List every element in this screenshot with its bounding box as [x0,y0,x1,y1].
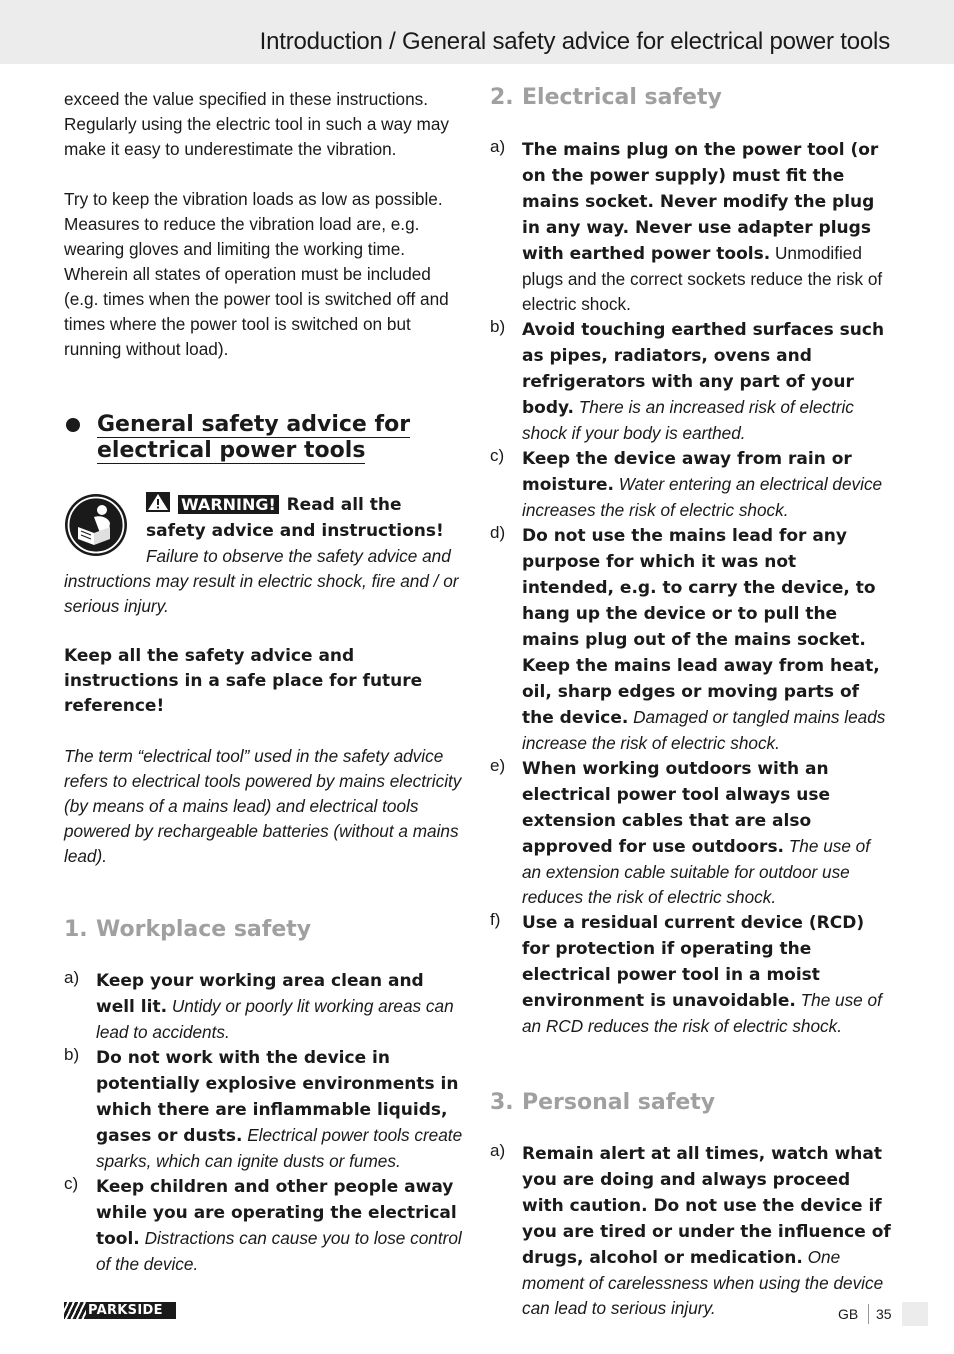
section-3-heading [490,1089,892,1117]
footer-page-number: 35 [876,1306,892,1322]
item-italic-text: The use of an RCD reduces the risk of electric shock. [522,990,882,1036]
footer-grey-box [902,1302,928,1326]
item-letter: f) [490,910,501,929]
page-header-title: Introduction / General safety advice for electrical power tools [259,28,890,55]
section-1-item-b [64,1045,464,1174]
section-2-item-d [490,523,892,756]
main-heading-line-1: General safety advice for [97,412,411,437]
item-letter: a) [64,968,80,987]
section-2-item-e [490,756,892,910]
section-3-item-a [490,1141,892,1321]
item-letter: b) [64,1045,80,1064]
item-italic-text: Water entering an electrical device increases the risk of electric shock. [522,474,883,520]
section-2-number: 2. [490,85,514,110]
item-bold-text: Avoid touching earthed surfaces such as pipes, radiators, ovens and refrigerators with any part of your body. [522,320,885,418]
item-bold-text: Keep the device away from rain or moisture. [522,449,852,495]
item-normal-text: Unmodified plugs and the correct sockets reduce the risk of electric shock. [522,243,883,314]
section-2-heading [490,84,892,112]
item-italic-text: The use of an extension cable suitable for outdoor use reduces the risk of electric shock. [522,836,871,907]
logo-brand-text: PARKSIDE [88,1303,163,1318]
item-letter: b) [490,317,506,336]
section-2-item-a [490,137,892,317]
warning-italic-text: Failure to observe the safety advice and instructions may result in electric shock, fire and / or serious injury. [64,546,459,616]
warning-block [64,492,464,619]
section-2-item-c [490,446,892,523]
main-heading-line-2: electrical power tools [97,438,366,463]
section-3-title: Personal safety [522,1090,716,1115]
section-1-heading [64,916,464,944]
item-bold-text: Use a residual current device (RCD) for protection if operating the electrical power tool in a moist environment is unavoidable. [522,913,865,1011]
heading-bullet [66,418,80,432]
section-3-number: 3. [490,1090,514,1115]
item-letter: c) [490,446,505,465]
warning-label: WARNING! [178,495,279,514]
intro-paragraph-2: Try to keep the vibration loads as low as possible. Measures to reduce the vibration load are, e.g. wearing gloves and limiting the working time. Wherein all states of operation must be included (e.g. times when the power tool is switched off and times where the power tool is switched on but running without load). [64,189,449,359]
item-italic-text: There is an increased risk of electric shock if your body is earthed. [522,397,854,443]
term-definition-text: The term “electrical tool” used in the safety advice refers to electrical tools powered by mains electricity (by means of a mains lead) and electrical tools powered by rechargeable batteries (without a mains lead). [64,746,462,866]
left-column [64,84,464,1277]
section-1-item-a [64,968,464,1045]
section-2-item-b [490,317,892,446]
item-italic-text: One moment of carelessness when using the device can lead to serious injury. [522,1247,884,1318]
warning-bold-text: Read all the safety advice and instructions! [146,495,444,541]
section-1-title: Workplace safety [96,917,312,942]
section-2-title: Electrical safety [522,85,722,110]
intro-paragraph-1: exceed the value specified in these instructions. Regularly using the electric tool in such a way may make it easy to underestimate the vibration. [64,89,449,159]
footer-separator [868,1304,869,1324]
item-italic-text: Distractions can cause you to lose control of the device. [96,1228,462,1274]
item-italic-text: Untidy or poorly lit working areas can lead to accidents. [96,996,454,1042]
item-letter: a) [490,137,506,156]
item-bold-text: When working outdoors with an electrical power tool always use extension cables that are also approved for use outdoors. [522,759,831,857]
item-italic-text: Electrical power tools create sparks, which can ignite dusts or fumes. [96,1125,463,1171]
section-2-item-f [490,910,892,1039]
section-1-item-c [64,1174,464,1277]
item-bold-text: The mains plug on the power tool (or on the power supply) must fit the mains socket. Never modify the plug in any way. Never use adapter plugs with earthed power tools. [522,140,879,264]
item-bold-text: Keep children and other people away while you are operating the electrical tool. [96,1177,457,1249]
item-letter: a) [490,1141,506,1160]
warning-triangle-icon [146,492,170,512]
item-letter: e) [490,756,506,775]
item-italic-text: Damaged or tangled mains leads increase the risk of electric shock. [522,707,886,753]
item-letter: c) [64,1174,79,1193]
right-column [490,84,892,1321]
logo-stripes-icon [64,1302,86,1319]
item-letter: d) [490,523,506,542]
item-bold-text: Do not use the mains lead for any purpose for which it was not intended, e.g. to carry the device, to hang up the device or to pull the mains plug out of the mains socket. Keep the mains lead away from heat, oil, sharp edges or moving parts of the device. [522,526,880,728]
read-manual-icon [64,493,128,557]
footer-language-code: GB [838,1306,859,1322]
keep-instructions-text: Keep all the safety advice and instructions in a safe place for future reference! [64,646,423,716]
main-section-heading [64,412,464,464]
item-bold-text: Remain alert at all times, watch what you are doing and always proceed with caution. Do not use the device if you are tired or under the influence of drugs, alcohol or medication. [522,1144,891,1268]
section-1-number: 1. [64,917,88,942]
item-bold-text: Keep your working area clean and well lit. [96,971,424,1017]
parkside-logo [64,1302,176,1319]
item-bold-text: Do not work with the device in potentially explosive environments in which there are inflammable liquids, gases or dusts. [96,1048,459,1146]
